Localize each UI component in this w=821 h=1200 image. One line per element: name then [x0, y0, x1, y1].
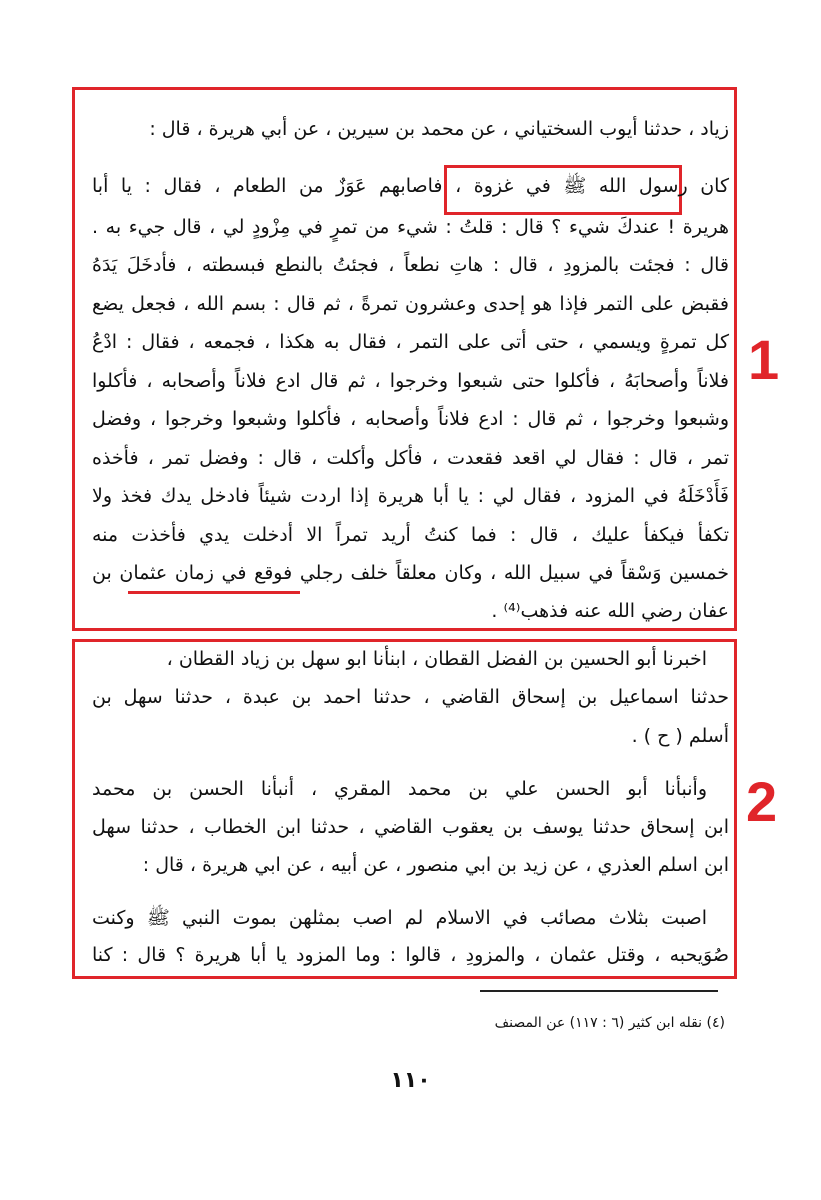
- text-line: اخبرنا أبو الحسين بن الفضل القطان ، ابنأنا ابو سهل بن زياد القطان ،: [166, 648, 707, 670]
- text-line: عفان رضي الله عنه فذهب⁽⁴⁾ .: [491, 600, 729, 622]
- text-line: قال : فجئت بالمزودِ ، قال : هاتِ نطعاً ، فجئتُ بالنطع فبسطته ، فأدخَلَ يَدَهُ: [92, 254, 729, 276]
- text-line: كان رسول الله ﷺ في غزوة ، فاصابهم عَوَزٌ من الطعام ، فقال : يا أبا: [92, 175, 729, 197]
- section-1-text: [92, 118, 729, 623]
- text-line: ابن إسحاق حدثنا يوسف بن يعقوب القاضي ، حدثنا ابن الخطاب ، حدثنا سهل: [92, 816, 729, 838]
- footnote: (٤) نقله ابن كثير (٦ : ١١٧) عن المصنف: [494, 1015, 725, 1031]
- text-line: هريرة ! عندكَ شيء ؟ قال : قلتُ : شيء من تمرٍ في مِزْودٍ لي ، قال جيء به .: [92, 216, 729, 238]
- section-number-2: 2: [746, 770, 778, 833]
- section-2-text: [92, 648, 729, 973]
- page-number: ١١٠: [390, 1068, 431, 1093]
- text-line: فَأَدْخَلَهُ في المزود ، فقال لي : يا أبا هريرة إذا اردت شيئاً فادخل يدك فخذ ولا: [92, 485, 729, 507]
- footnote-divider: [480, 990, 718, 992]
- text-line: ابن اسلم العذري ، عن زيد بن ابي منصور ، عن أبيه ، عن ابي هريرة ، قال :: [142, 854, 729, 876]
- text-line: زياد ، حدثنا أيوب السختياني ، عن محمد بن سيرين ، عن أبي هريرة ، قال :: [149, 118, 729, 140]
- text-line: أسلم ( ح ) .: [631, 725, 729, 747]
- text-line: تكفأ فيكفأ عليك ، قال : فما كنتُ أريد تمراً الا أدخلت يدي فأخذت منه: [92, 524, 729, 546]
- text-line: فلاناً وأصحابَهُ ، فأكلوا حتى شبعوا وخرجوا ، ثم قال ادع فلاناً وأصحابه ، فأكلوا: [92, 370, 729, 392]
- text-line: اصبت بثلاث مصائب في الاسلام لم اصب بمثلهن بموت النبي ﷺ وكنت: [92, 907, 707, 929]
- section-number-1: 1: [748, 328, 780, 391]
- text-line: خمسين وَسْقاً في سبيل الله ، وكان معلقاً خلف رجلي فوقع في زمان عثمان بن: [92, 562, 729, 584]
- text-line: وأنبأنا أبو الحسن علي بن محمد المقري ، أنبأنا الحسن بن محمد: [92, 778, 707, 800]
- text-line: تمر ، قال : فقال لي اقعد فقعدت ، فأكل وأكلت ، قال : وفضل تمر ، فأخذه: [92, 447, 729, 469]
- text-line: فقبض على التمر فإذا هو إحدى وعشرون تمرةً ، ثم قال : بسم الله ، فجعل يضع: [92, 293, 729, 315]
- text-line: كل تمرةٍ ويسمي ، حتى أتى على التمر ، فقال به هكذا ، فجمعه ، فقال : ادْعُ: [92, 331, 729, 353]
- text-line: حدثنا اسماعيل بن إسحاق القاضي ، حدثنا احمد بن عبدة ، حدثنا سهل بن: [92, 686, 729, 708]
- text-line: وشبعوا وخرجوا ، ثم قال : ادع فلاناً وأصحابه ، فأكلوا وشبعوا وخرجوا ، وفضل: [92, 408, 729, 430]
- text-line: صُوَيحبه ، وقتل عثمان ، والمزودِ ، قالوا : وما المزود يا أبا هريرة ؟ قال : كنا: [92, 944, 729, 966]
